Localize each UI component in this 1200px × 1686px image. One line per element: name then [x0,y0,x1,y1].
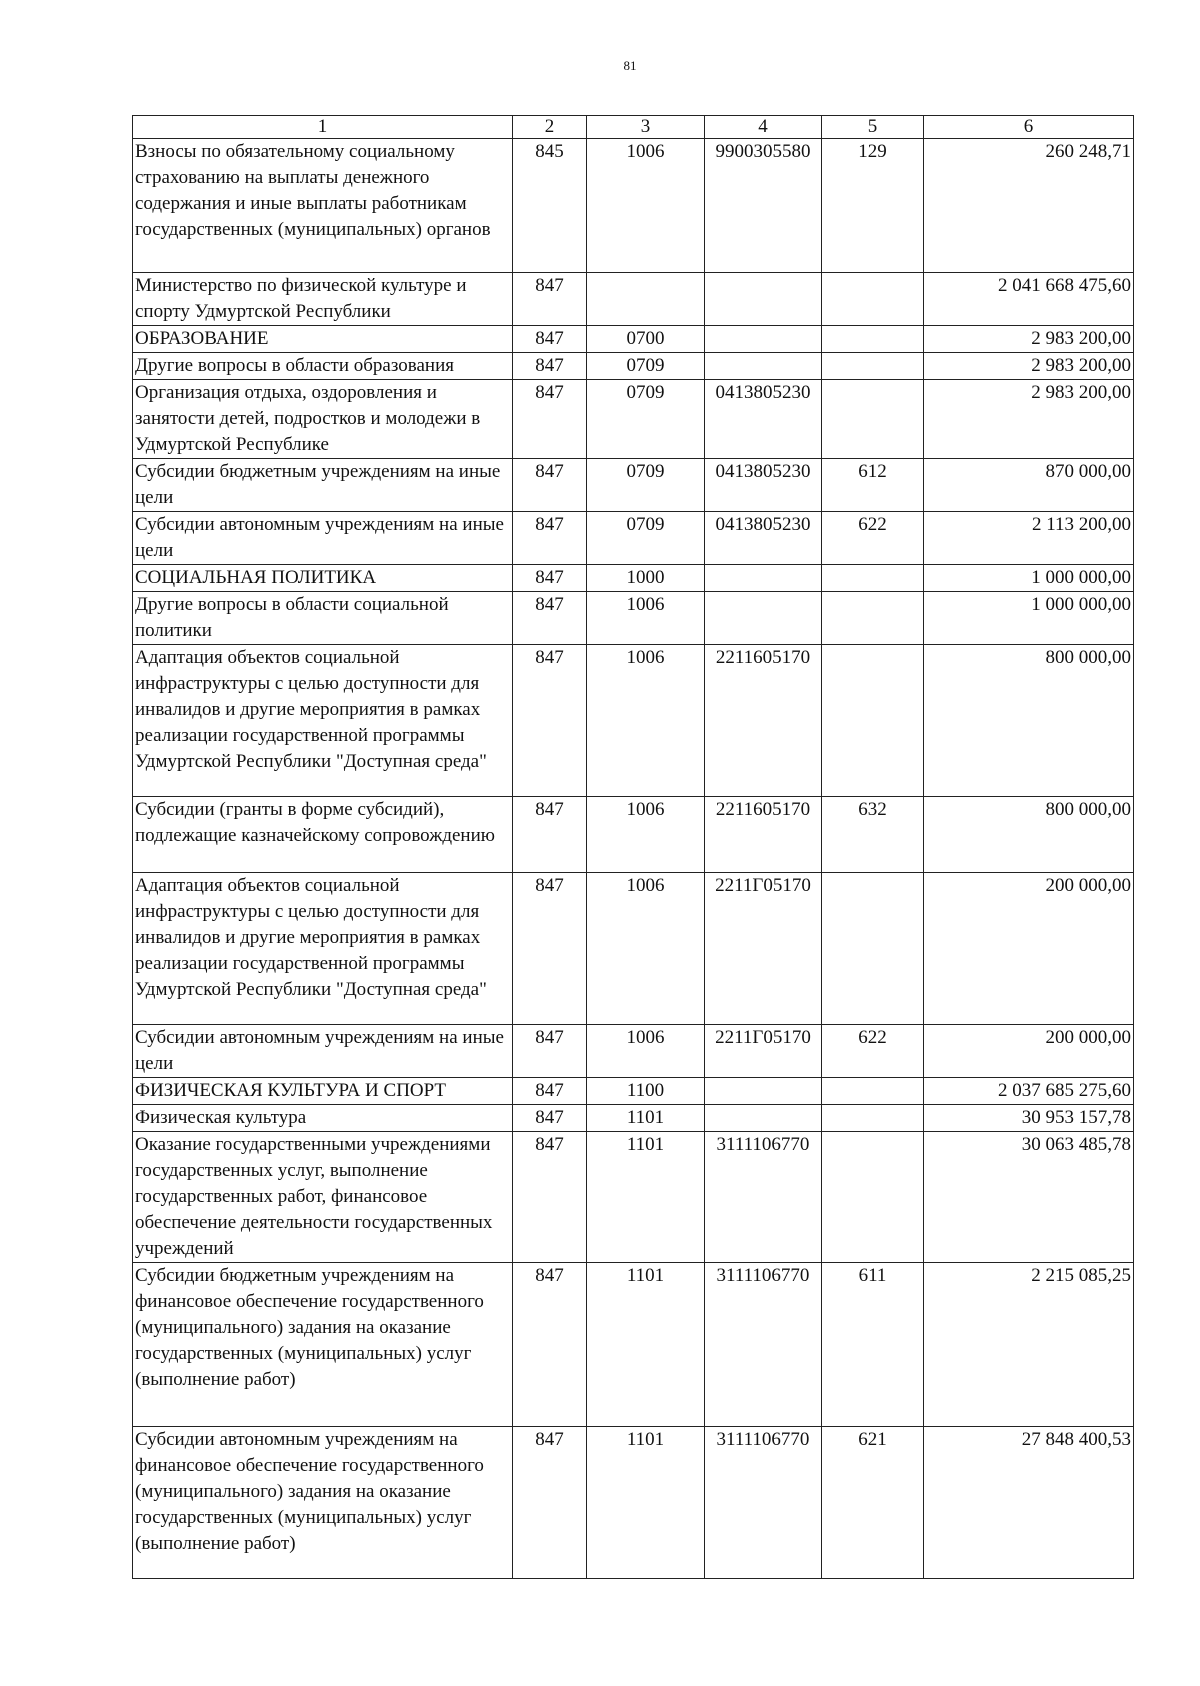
amount: 2 215 085,25 [924,1263,1134,1427]
expense-type-code [822,873,924,1025]
table-row [133,1025,1134,1078]
table-row [133,1105,1134,1132]
expense-type-code: 612 [822,459,924,512]
row-description: Взносы по обязательному социальному страхованию на выплаты денежного содержания и иные выплаты работникам государственных (муниципальных) органов [133,139,513,273]
row-description: Другие вопросы в области социальной политики [133,592,513,645]
table-row [133,512,1134,565]
target-article-code [705,326,822,353]
amount: 2 983 200,00 [924,326,1134,353]
section-code: 1000 [587,565,705,592]
amount: 800 000,00 [924,645,1134,797]
section-code: 1006 [587,1025,705,1078]
ministry-code: 847 [513,459,587,512]
amount: 800 000,00 [924,797,1134,873]
target-article-code [705,1078,822,1105]
expense-type-code: 632 [822,797,924,873]
row-description: Министерство по физической культуре и спорту Удмуртской Республики [133,273,513,326]
row-description: Субсидии автономным учреждениям на финансовое обеспечение государственного (муниципального) задания на оказание государственных (муниципальных) услуг (выполнение работ) [133,1427,513,1579]
target-article-code: 0413805230 [705,459,822,512]
section-code: 1101 [587,1263,705,1427]
section-code: 1100 [587,1078,705,1105]
amount: 30 953 157,78 [924,1105,1134,1132]
target-article-code: 3111106770 [705,1263,822,1427]
ministry-code: 847 [513,645,587,797]
target-article-code: 0413805230 [705,512,822,565]
expense-type-code [822,565,924,592]
expense-type-code [822,380,924,459]
expense-type-code [822,326,924,353]
expense-type-code [822,592,924,645]
expense-type-code: 621 [822,1427,924,1579]
table-row [133,273,1134,326]
table-row [133,565,1134,592]
row-description: Субсидии (гранты в форме субсидий), подлежащие казначейскому сопровождению [133,797,513,873]
table-row [133,459,1134,512]
amount: 2 041 668 475,60 [924,273,1134,326]
column-header: 3 [587,116,705,139]
expense-type-code: 611 [822,1263,924,1427]
section-code: 0709 [587,353,705,380]
row-description: Физическая культура [133,1105,513,1132]
row-description: ФИЗИЧЕСКАЯ КУЛЬТУРА И СПОРТ [133,1078,513,1105]
section-code [587,273,705,326]
ministry-code: 847 [513,1427,587,1579]
amount: 2 113 200,00 [924,512,1134,565]
section-code: 1006 [587,592,705,645]
expense-type-code [822,1105,924,1132]
expense-type-code: 622 [822,1025,924,1078]
target-article-code: 3111106770 [705,1132,822,1263]
expense-type-code: 129 [822,139,924,273]
table-row [133,1132,1134,1263]
table-row [133,1427,1134,1579]
column-header: 1 [133,116,513,139]
target-article-code: 2211605170 [705,645,822,797]
section-code: 0709 [587,512,705,565]
section-code: 1101 [587,1427,705,1579]
table-row [133,873,1134,1025]
target-article-code: 2211605170 [705,797,822,873]
amount: 2 983 200,00 [924,353,1134,380]
amount: 260 248,71 [924,139,1134,273]
row-description: Адаптация объектов социальной инфраструктуры с целью доступности для инвалидов и другие мероприятия в рамках реализации государственной программы Удмуртской Республики "Доступная среда" [133,645,513,797]
target-article-code: 9900305580 [705,139,822,273]
column-header: 5 [822,116,924,139]
ministry-code: 847 [513,1263,587,1427]
column-header: 2 [513,116,587,139]
ministry-code: 847 [513,380,587,459]
ministry-code: 847 [513,1105,587,1132]
page-number: 81 [623,58,637,73]
amount: 1 000 000,00 [924,592,1134,645]
table-row [133,1078,1134,1105]
table-row [133,353,1134,380]
section-code: 1101 [587,1105,705,1132]
section-code: 1006 [587,645,705,797]
ministry-code: 847 [513,1132,587,1263]
target-article-code [705,565,822,592]
ministry-code: 847 [513,565,587,592]
ministry-code: 847 [513,1025,587,1078]
ministry-code: 847 [513,592,587,645]
section-code: 0709 [587,459,705,512]
amount: 2 983 200,00 [924,380,1134,459]
target-article-code [705,273,822,326]
expense-type-code [822,1078,924,1105]
target-article-code: 2211Г05170 [705,1025,822,1078]
column-header: 4 [705,116,822,139]
row-description: Организация отдыха, оздоровления и занятости детей, подростков и молодежи в Удмуртской Республике [133,380,513,459]
row-description: ОБРАЗОВАНИЕ [133,326,513,353]
budget-table [132,115,1134,1579]
target-article-code: 2211Г05170 [705,873,822,1025]
amount: 1 000 000,00 [924,565,1134,592]
table-header-row [133,116,1134,139]
table-row [133,326,1134,353]
ministry-code: 847 [513,326,587,353]
section-code: 0709 [587,380,705,459]
amount: 27 848 400,53 [924,1427,1134,1579]
section-code: 1006 [587,873,705,1025]
target-article-code: 0413805230 [705,380,822,459]
table-row [133,1263,1134,1427]
row-description: Субсидии автономным учреждениям на иные цели [133,1025,513,1078]
target-article-code [705,1105,822,1132]
expense-type-code [822,353,924,380]
amount: 2 037 685 275,60 [924,1078,1134,1105]
expense-type-code: 622 [822,512,924,565]
expense-type-code [822,645,924,797]
table-row [133,380,1134,459]
target-article-code: 3111106770 [705,1427,822,1579]
amount: 870 000,00 [924,459,1134,512]
section-code: 0700 [587,326,705,353]
ministry-code: 847 [513,1078,587,1105]
table-row [133,645,1134,797]
amount: 200 000,00 [924,1025,1134,1078]
row-description: Оказание государственными учреждениями государственных услуг, выполнение государственных работ, финансовое обеспечение деятельности государственных учреждений [133,1132,513,1263]
row-description: Адаптация объектов социальной инфраструктуры с целью доступности для инвалидов и другие мероприятия в рамках реализации государственной программы Удмуртской Республики "Доступная среда" [133,873,513,1025]
section-code: 1006 [587,139,705,273]
ministry-code: 845 [513,139,587,273]
row-description: Субсидии бюджетным учреждениям на финансовое обеспечение государственного (муниципального) задания на оказание государственных (муниципальных) услуг (выполнение работ) [133,1263,513,1427]
row-description: Субсидии бюджетным учреждениям на иные цели [133,459,513,512]
table-row [133,797,1134,873]
section-code: 1101 [587,1132,705,1263]
ministry-code: 847 [513,873,587,1025]
column-header: 6 [924,116,1134,139]
row-description: Субсидии автономным учреждениям на иные цели [133,512,513,565]
ministry-code: 847 [513,512,587,565]
amount: 200 000,00 [924,873,1134,1025]
table-row [133,139,1134,273]
expense-type-code [822,273,924,326]
ministry-code: 847 [513,353,587,380]
expense-type-code [822,1132,924,1263]
ministry-code: 847 [513,797,587,873]
target-article-code [705,353,822,380]
target-article-code [705,592,822,645]
row-description: СОЦИАЛЬНАЯ ПОЛИТИКА [133,565,513,592]
row-description: Другие вопросы в области образования [133,353,513,380]
section-code: 1006 [587,797,705,873]
ministry-code: 847 [513,273,587,326]
table-row [133,592,1134,645]
amount: 30 063 485,78 [924,1132,1134,1263]
